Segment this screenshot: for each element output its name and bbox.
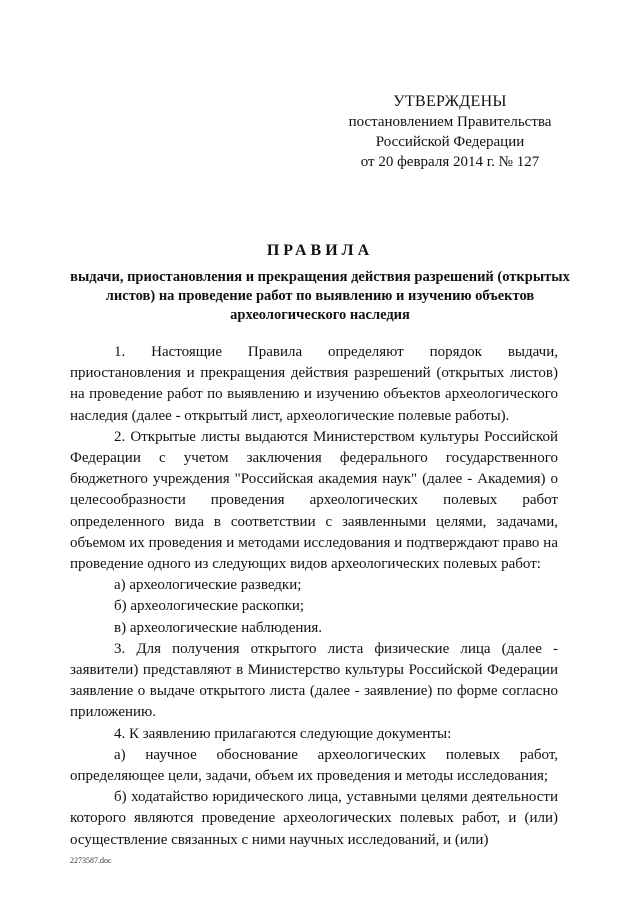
- document-title: ПРАВИЛА: [266, 242, 374, 259]
- list-item-2b: б) археологические раскопки;: [114, 598, 305, 615]
- paragraph-1: 1. Настоящие Правила определяют порядок выдачи, приостановления и прекращения действия разрешений (открытых листов) на проведение работ по выявлению и изучению объектов археологического наследия (далее - открытый лист, археологические полевые работы).: [70, 344, 558, 424]
- approval-line-1: постановлением Правительства: [348, 114, 552, 130]
- approval-line-3: от 20 февраля 2014 г. № 127: [360, 154, 540, 170]
- list-item-4a: а) научное обоснование археологических полевых работ, определяющее цели, задачи, объем их проведения и методы исследования;: [70, 746, 558, 785]
- paragraph-3: 3. Для получения открытого листа физические лица (далее - заявители) представляют в Министерство культуры Российской Федерации заявление о выдаче открытого листа (далее - заявление) по форме согласно приложению.: [70, 640, 558, 721]
- approval-heading: УТВЕРЖДЕНЫ: [393, 93, 507, 110]
- document-body: [70, 342, 558, 851]
- list-item-4b: б) ходатайство юридического лица, уставными целями деятельности которого являются проведение археологических полевых работ, и (или) осуществление связанных с ними научных исследований, и (или): [70, 789, 558, 848]
- file-name-footer: 2273587.doc: [70, 856, 112, 865]
- list-item-2a: а) археологические разведки;: [114, 577, 302, 594]
- document-subtitle: выдачи, приостановления и прекращения действия разрешений (открытых листов) на проведение работ по выявлению и изучению объектов археологического наследия: [70, 269, 570, 323]
- paragraph-2: 2. Открытые листы выдаются Министерством культуры Российской Федерации с учетом заключения федерального государственного бюджетного учреждения "Российская академия наук" (далее - Академия) о целесообразности проведения археологических полевых работ определенного вида в соответствии с заявленными целями, задачами, объемом их проведения и методами исследования и подтверждают право на проведение одного из следующих видов археологических полевых работ:: [70, 428, 558, 573]
- approval-block: [330, 92, 570, 172]
- list-item-2c: в) археологические наблюдения.: [114, 619, 323, 636]
- paragraph-4: 4. К заявлению прилагаются следующие документы:: [114, 725, 452, 742]
- approval-line-2: Российской Федерации: [375, 134, 525, 150]
